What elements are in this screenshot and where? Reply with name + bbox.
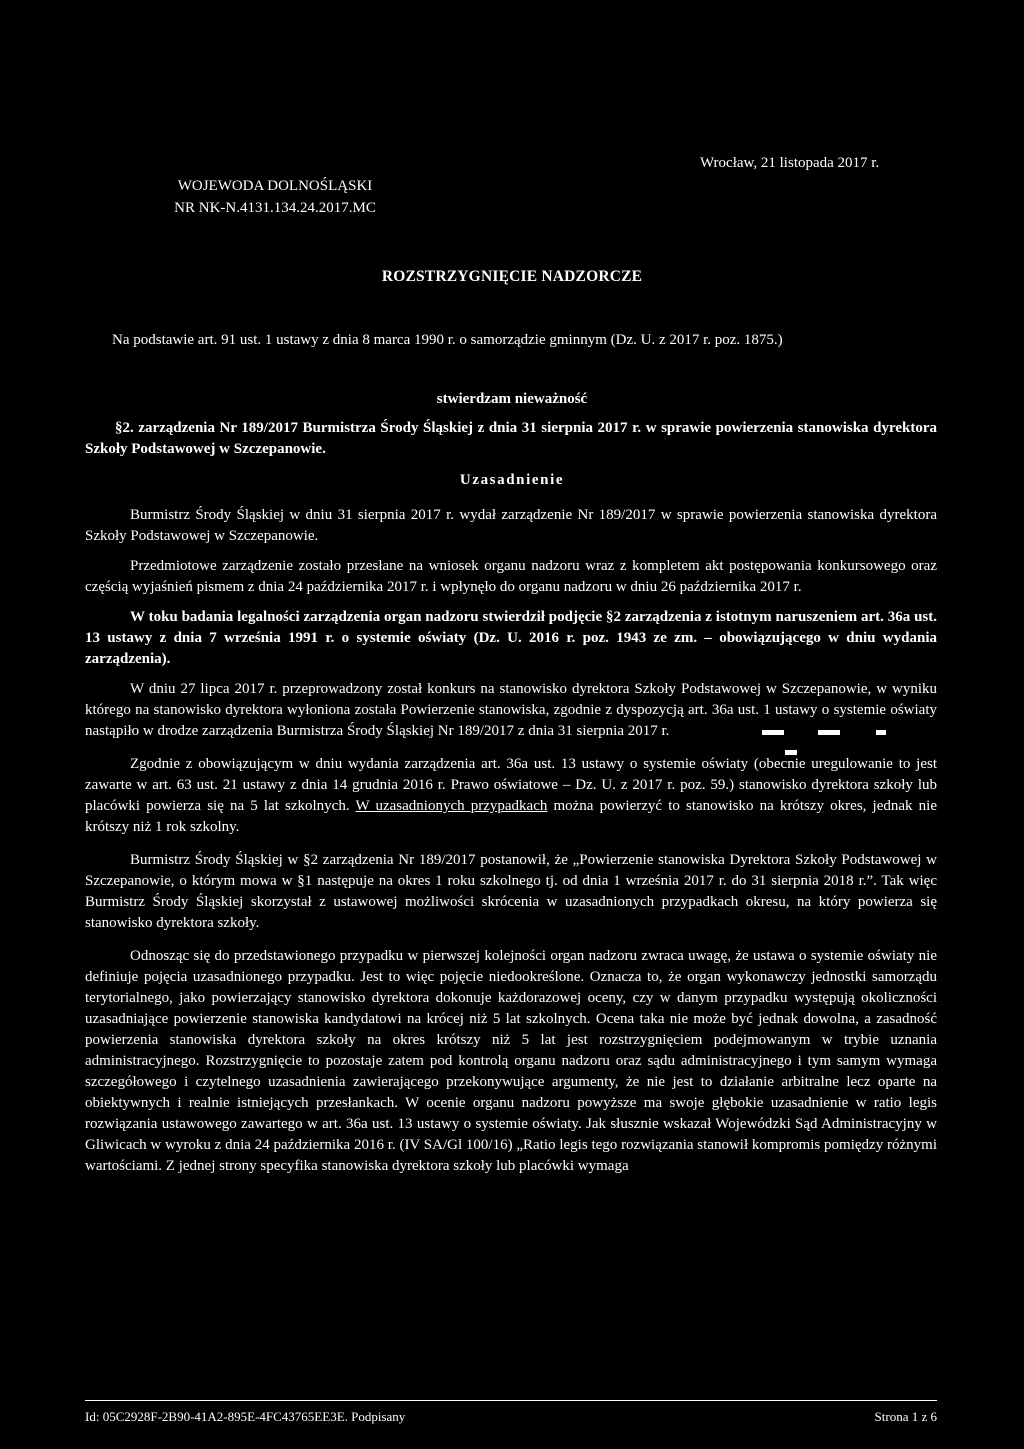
redaction-mark <box>876 730 886 735</box>
paragraph-3: W toku badania legalności zarządzenia organ nadzoru stwierdził podjęcie §2 zarządzenia z istotnym naruszeniem art. 36a ust. 13 ustawy z dnia 7 września 1991 r. o systemie oświaty (Dz. U. 2016 r. poz. 1943 ze zm. – obowiązującego w dniu wydania zarządzenia). <box>85 609 937 667</box>
footer-id: Id: 05C2928F-2B90-41A2-895E-4FC43765EE3E. Podpisany <box>85 1409 406 1424</box>
footer-divider <box>85 1400 937 1401</box>
redaction-mark <box>818 730 840 735</box>
paragraph-2: Przedmiotowe zarządzenie zostało przesłane na wniosek organu nadzoru wraz z kompletem akt postępowania konkursowego oraz częścią wyjaśnień pismem z dnia 24 października 2017 r. i wpłynęło do organu nadzoru w dniu 26 października 2017 r. <box>85 558 937 595</box>
document-title: ROZSTRZYGNIĘCIE NADZORCZE <box>381 268 643 285</box>
paragraph-5-text-a: Zgodnie z obowiązującym w dniu wydania zarządzenia art. 36a ust. 13 ustawy o systemie oświaty (obecnie uregulowanie to jest zawarte w art. 63 ust. 21 ustawy z dnia 14 grudnia 2016 r. Prawo oświatowe – Dz. U. z 2017 r. poz. 59.) stanowisko dyrektora szkoły lub placówki powierza się na 5 lat szkolnych. <box>85 756 937 814</box>
paragraph-4: W dniu 27 lipca 2017 r. przeprowadzony został konkurs na stanowisko dyrektora Szkoły Podstawowej w Szczepanowie, w wyniku którego na stanowisko dyrektora wyłoniona została Powierzenie stanowiska, zgodnie z dyspozycją art. 36a ust. 1 ustawy o systemie oświaty nastąpiło w drodze zarządzenia Burmistrza Środy Śląskiej Nr 189/2017 z dnia 31 sierpnia 2017 r. <box>85 681 937 739</box>
footer-page-number: Strona 1 z 6 <box>874 1409 937 1424</box>
paragraph-5 <box>85 754 937 838</box>
paragraph-5-text-b: można powierzyć to stanowisko na krótszy okres, jednak nie krótszy niż 1 rok szkolny. <box>85 798 937 835</box>
legal-basis-text: Na podstawie art. 91 ust. 1 ustawy z dnia 8 marca 1990 r. o samorządzie gminnym (Dz. U. z 2017 r. poz. 1875.) <box>112 332 783 348</box>
paragraph-1: Burmistrz Środy Śląskiej w dniu 31 sierpnia 2017 r. wydał zarządzenie Nr 189/2017 w sprawie powierzenia stanowiska dyrektora Szkoły Podstawowej w Szczepanowie. <box>85 507 937 544</box>
legal-basis <box>85 330 937 351</box>
paragraph-5-underlined: W uzasadnionych przypadkach <box>355 798 548 814</box>
authority-block <box>150 175 400 219</box>
reference-number: NR NK-N.4131.134.24.2017.MC <box>174 200 376 216</box>
paragraph-6: Burmistrz Środy Śląskiej w §2 zarządzenia Nr 189/2017 postanowił, że „Powierzenie stanowiska Dyrektora Szkoły Podstawowej w Szczepanowie, o którym mowa w §1 następuje na okres 1 roku szkolnego tj. od dnia 1 września 2017 r. do 31 sierpnia 2018 r.”. Tak więc Burmistrz Środy Śląskiej skorzystał z ustawowej możliwości skrócenia w uzasadnionych przypadkach okresu, na który powierza się stanowisko dyrektora szkoły. <box>85 852 937 931</box>
ruling-text: §2. zarządzenia Nr 189/2017 Burmistrza Środy Śląskiej z dnia 31 sierpnia 2017 r. w sprawie powierzenia stanowiska dyrektora Szkoły Podstawowej w Szczepanowie. <box>85 420 937 457</box>
justification-body <box>85 505 937 1177</box>
ruling-section <box>85 418 937 460</box>
authority-name: WOJEWODA DOLNOŚLĄSKI <box>177 178 373 194</box>
paragraph-7: Odnosząc się do przedstawionego przypadku w pierwszej kolejności organ nadzoru zwraca uwagę, że ustawa o systemie oświaty nie definiuje pojęcia uzasadnionego przypadku. Jest to więc pojęcie niedookreślone. Oznacza to, że organ wykonawczy jednostki samorządu terytorialnego, jako powierzający stanowisko dyrektora dokonuje każdorazowej oceny, czy w danym przypadku występują okoliczności uzasadniające powierzenie stanowiska kandydatowi na krócej niż 5 lat szkolnych. Ocena taka nie może być jednak dowolna, a zasadność powierzenia stanowiska dyrektora szkoły na okres krótszy niż 5 lat jest rozstrzygnięciem podejmowanym w trybie uznania administracyjnego. Rozstrzygnięcie to pozostaje zatem pod kontrolą organu nadzoru oraz sądu administracyjnego i tym samym wymaga szczegółowego i czytelnego uzasadnienia zawierającego przekonywujące argumenty, że nie jest to działanie arbitralne lecz oparte na obiektywnych i realnie istniejących przesłankach. W ocenie organu nadzoru powyższe ma swoje głębokie uzasadnienie w ratio legis rozwiązania ustawowego zawartego w art. 36a ust. 13 ustawy o systemie oświaty. Jak słusznie wskazał Wojewódzki Sąd Administracyjny w Gliwicach w wyroku z dnia 24 października 2016 r. (IV SA/Gl 100/16) „Ratio legis tego rozwiązania stanowił kompromis pomiędzy różnymi wartościami. Z jednej strony specyfika stanowiska dyrektora szkoły lub placówki wymaga <box>85 948 937 1174</box>
redaction-mark <box>785 750 797 755</box>
ruling-heading: stwierdzam nieważność <box>436 391 588 407</box>
justification-heading: Uzasadnienie <box>459 472 565 488</box>
place-date: Wrocław, 21 listopada 2017 r. <box>700 155 880 171</box>
redaction-mark <box>762 730 784 735</box>
